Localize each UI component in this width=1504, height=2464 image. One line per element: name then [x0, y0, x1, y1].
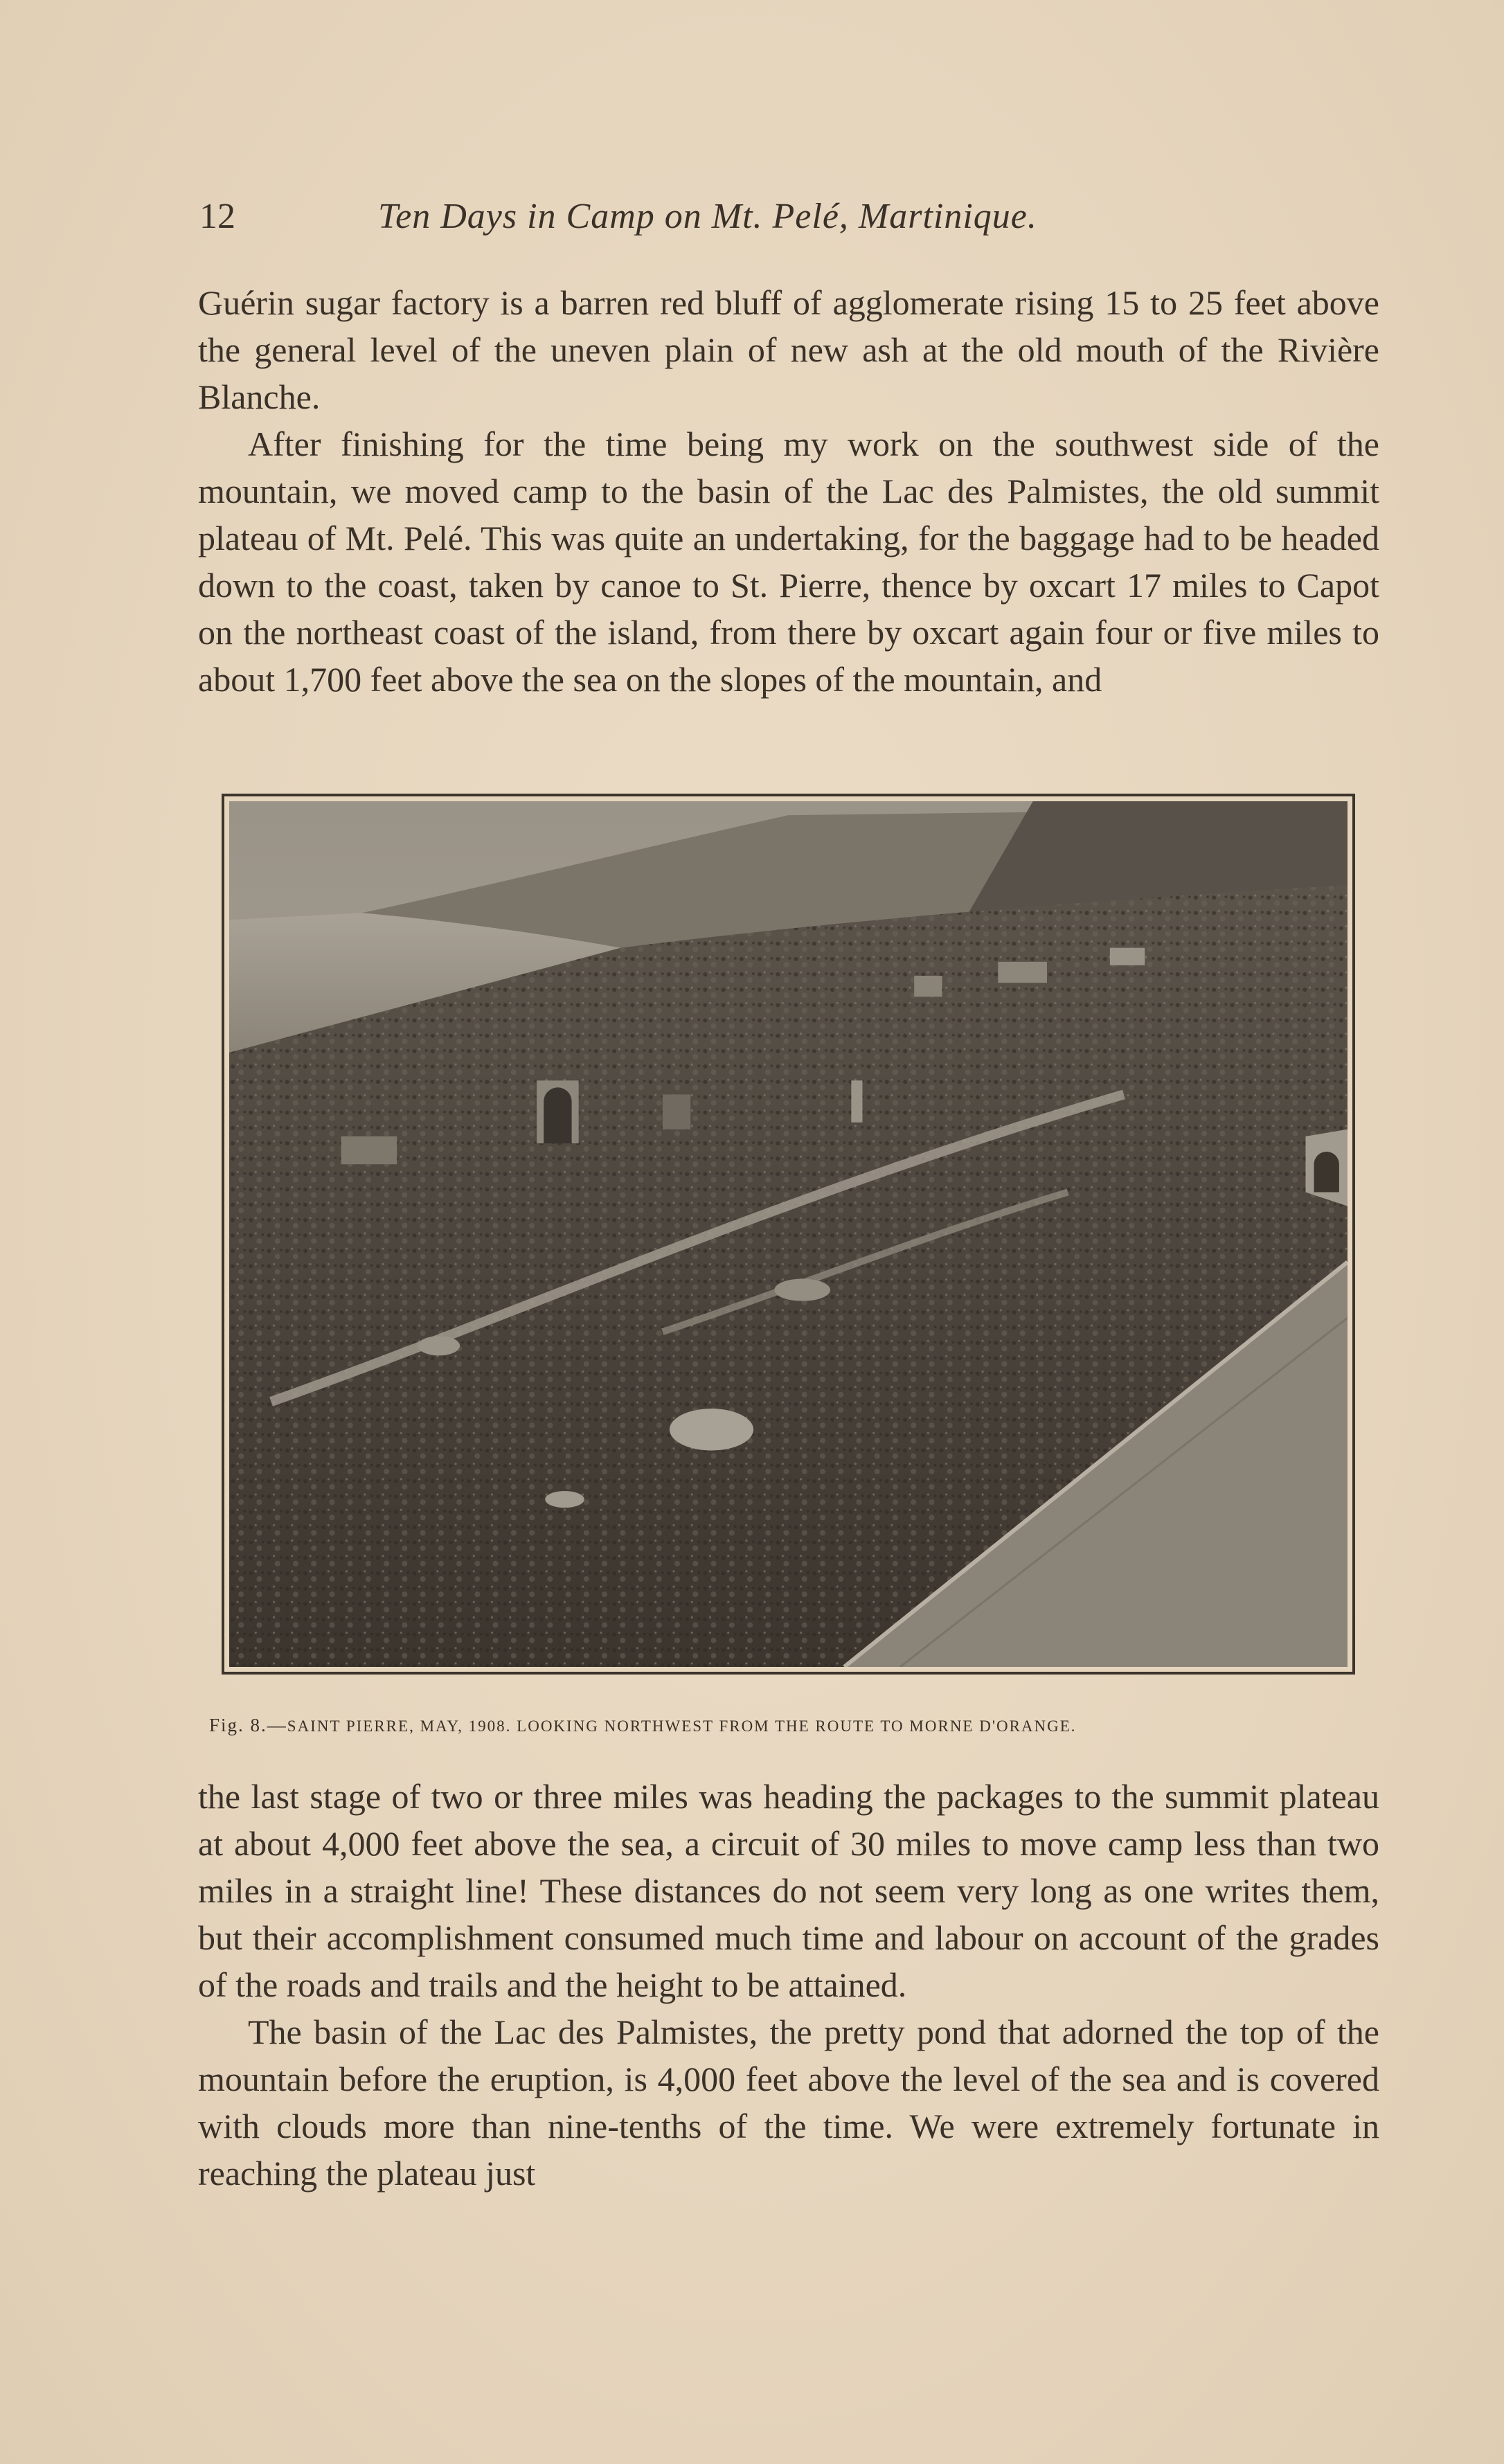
paragraph-continued: the last stage of two or three miles was heading the packages to the summit plateau at about 4,000 feet above the sea, a circuit of 30 miles to move camp less than two miles in a straight line! These distances do not seem very long as one writes them, but their accomplishment consumed much time and labour on account of the grades of the roads and trails and the height to be attained.	[198, 1777, 1379, 2004]
figure-label: Fig. 8.—	[209, 1715, 287, 1735]
paragraph: The basin of the Lac des Palmistes, the pretty pond that adorned the top of the mountain before the eruption, is 4,000 feet above the level of the sea and is covered with clouds more than nine-tenths of the time. We were extremely fortunate in reaching the plateau just	[198, 2012, 1379, 2193]
running-title: Ten Days in Camp on Mt. Pelé, Martinique.	[378, 197, 1037, 236]
page-number: 12	[199, 197, 235, 236]
figure-caption-text: SAINT PIERRE, MAY, 1908. LOOKING NORTHWEST FROM THE ROUTE TO MORNE D'ORANGE.	[287, 1717, 1077, 1735]
paragraph-continued: Guérin sugar factory is a barren red bluff of agglomerate rising 15 to 25 feet above the general level of the uneven plain of new ash at the old mouth of the Rivière Blanche.	[198, 283, 1379, 416]
running-head	[199, 193, 1377, 241]
paragraph: After finishing for the time being my work on the southwest side of the mountain, we moved camp to the basin of the Lac des Palmistes, the old summit plateau of Mt. Pelé. This was quite an undertaking, for the baggage had to be headed down to the coast, taken by canoe to St. Pierre, thence by oxcart 17 miles to Capot on the northeast coast of the island, from there by oxcart again four or five miles to about 1,700 feet above the sea on the slopes of the mountain, and	[198, 425, 1379, 699]
figure-photograph	[222, 794, 1355, 1675]
photo-saint-pierre-ruins	[229, 801, 1348, 1667]
body-text-top	[198, 279, 1379, 703]
figure-caption	[209, 1713, 1372, 1739]
body-text-bottom	[198, 1773, 1379, 2197]
